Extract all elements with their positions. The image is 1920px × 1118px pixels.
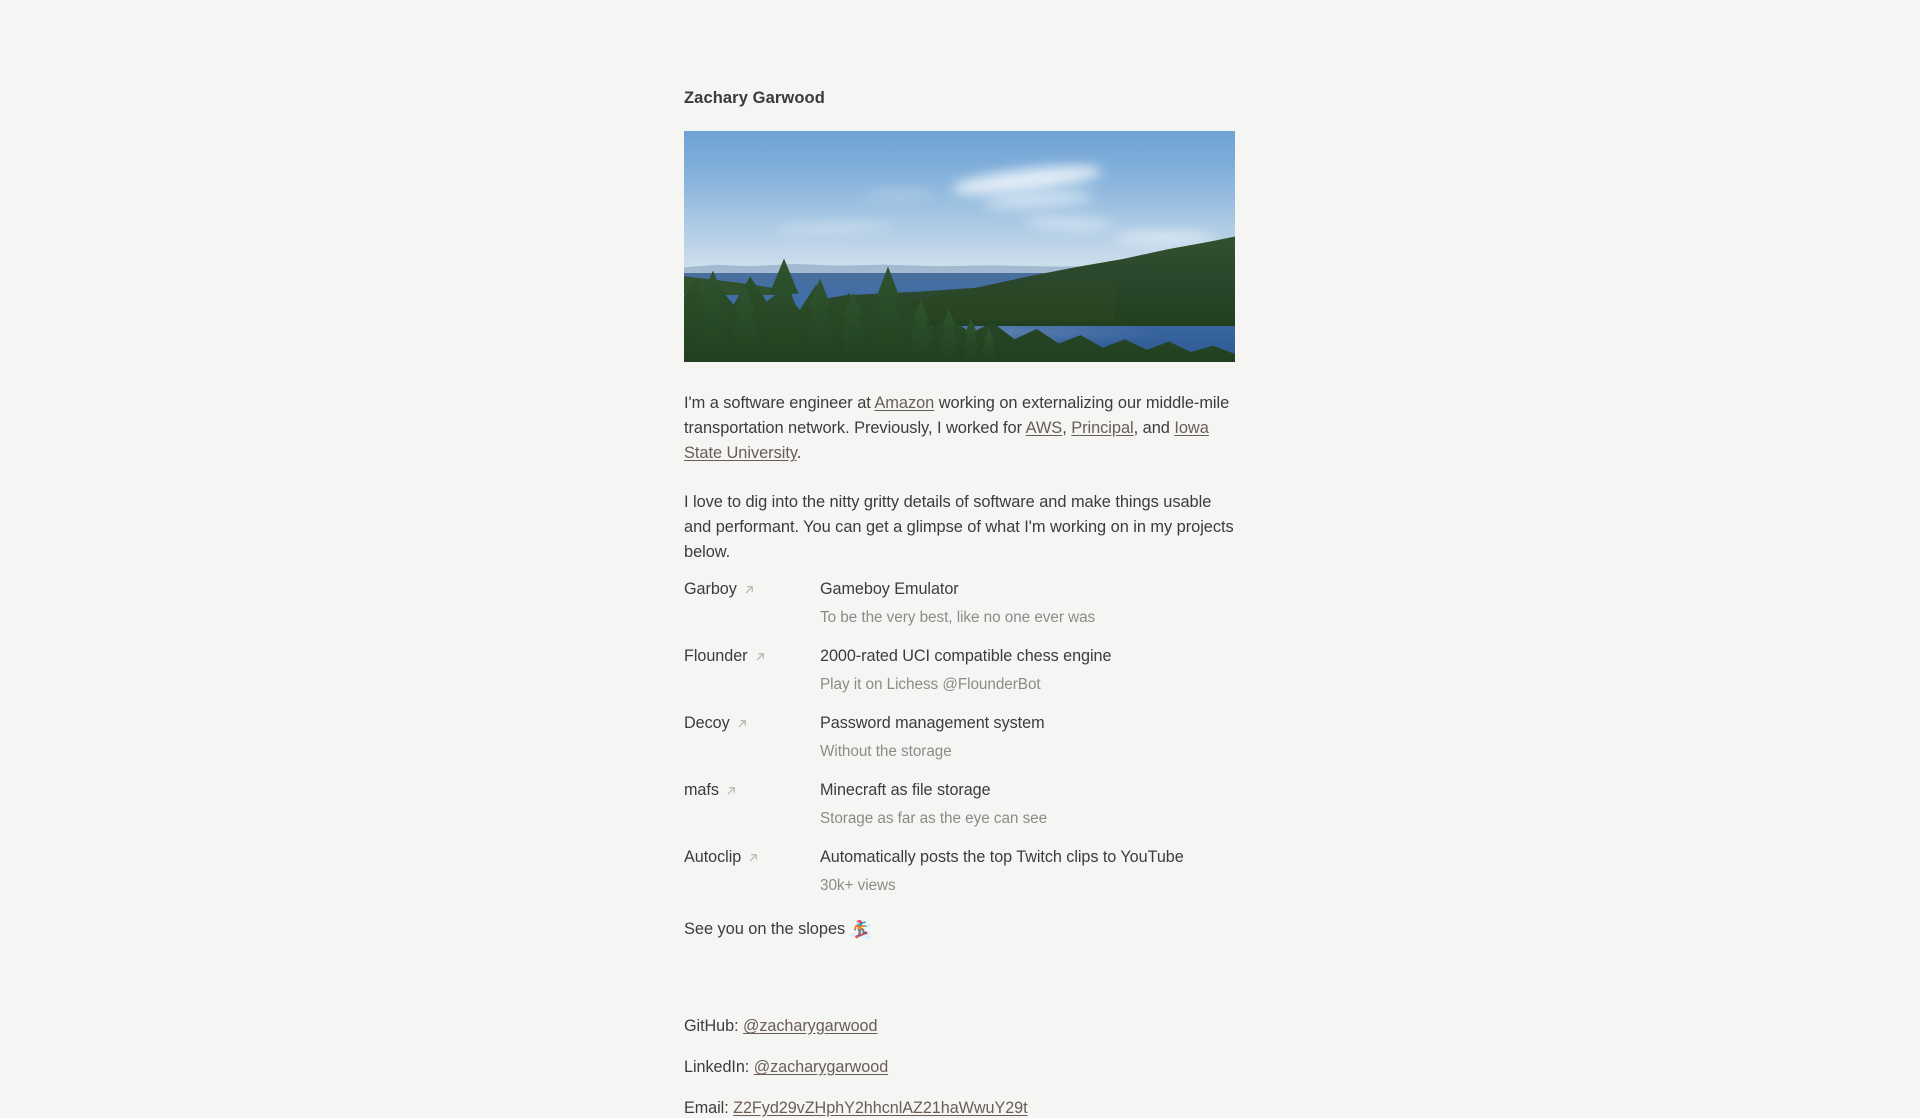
external-link-arrow-icon xyxy=(744,584,755,595)
bio-text: working on externalizing our middle-mile transportation network. Previously, I worked for xyxy=(684,394,1230,438)
project-link-garboy[interactable] xyxy=(684,579,820,599)
project-name: mafs xyxy=(684,780,719,799)
bio-paragraph-2: I love to dig into the nitty gritty details of software and make things usable and performant. You can get a glimpse of what I'm working on in my projects below. xyxy=(684,493,1234,562)
signoff-text: See you on the slopes xyxy=(684,919,846,938)
project-link-autoclip[interactable] xyxy=(684,847,820,867)
project-title: Gameboy Emulator xyxy=(820,580,959,599)
snowboarder-emoji: 🏂 xyxy=(850,919,872,939)
github-label: GitHub: xyxy=(684,1016,739,1035)
bio-paragraph-1 xyxy=(684,391,1236,466)
projects-list xyxy=(684,579,1236,896)
project-title: Password management system xyxy=(820,713,1045,732)
project-subtitle: Play it on Lichess @FlounderBot xyxy=(820,676,1041,694)
project-description xyxy=(820,847,1236,896)
linkedin-label: LinkedIn: xyxy=(684,1057,750,1076)
link-aws[interactable]: AWS xyxy=(1025,419,1063,438)
github-link[interactable]: @zacharygarwood xyxy=(742,1016,878,1035)
footer-linkedin-row xyxy=(684,1058,1236,1077)
project-title: Minecraft as file storage xyxy=(820,780,991,799)
external-link-arrow-icon xyxy=(737,718,748,729)
link-iowa-state-university[interactable]: Iowa State University xyxy=(684,419,1209,463)
footer xyxy=(684,1017,1236,1118)
link-principal[interactable]: Principal xyxy=(1071,419,1134,438)
link-amazon[interactable]: Amazon xyxy=(874,394,935,413)
project-name: Garboy xyxy=(684,580,737,599)
email-label: Email: xyxy=(684,1098,729,1117)
project-link-mafs[interactable] xyxy=(684,780,820,800)
bio-text: . xyxy=(796,444,802,463)
project-title: Automatically posts the top Twitch clips to YouTube xyxy=(820,847,1184,866)
project-description xyxy=(820,713,1236,762)
linkedin-link[interactable]: @zacharygarwood xyxy=(753,1057,889,1076)
project-title: 2000-rated UCI compatible chess engine xyxy=(820,647,1112,665)
bio-text: I'm a software engineer at xyxy=(684,394,875,413)
hero-photo xyxy=(684,131,1235,362)
project-name: Autoclip xyxy=(684,847,742,866)
project-name: Flounder xyxy=(684,647,748,665)
footer-github-row xyxy=(684,1017,1236,1036)
project-row xyxy=(684,579,1236,628)
footer-email-row xyxy=(684,1099,1236,1118)
project-link-flounder[interactable] xyxy=(684,646,820,666)
signoff xyxy=(684,920,1236,939)
project-subtitle: To be the very best, like no one ever was xyxy=(820,609,1096,627)
project-name: Decoy xyxy=(684,713,730,732)
bio-text: , and xyxy=(1133,419,1175,438)
project-subtitle: Storage as far as the eye can see xyxy=(820,809,1048,827)
external-link-arrow-icon xyxy=(755,651,766,662)
project-subtitle: Without the storage xyxy=(820,743,952,760)
bio-text: , xyxy=(1062,419,1072,438)
content-column xyxy=(684,88,1236,1118)
project-row xyxy=(684,847,1236,896)
project-description xyxy=(820,780,1236,829)
external-link-arrow-icon xyxy=(726,785,737,796)
project-subtitle: 30k+ views xyxy=(820,876,896,894)
project-link-decoy[interactable] xyxy=(684,713,820,733)
project-row xyxy=(684,646,1236,695)
project-row xyxy=(684,780,1236,829)
email-link[interactable]: Z2Fyd29vZHphY2hhcnlAZ21haWwuY29t xyxy=(733,1098,1028,1117)
project-description xyxy=(820,579,1236,628)
page-title: Zachary Garwood xyxy=(684,89,825,107)
external-link-arrow-icon xyxy=(748,852,759,863)
project-description xyxy=(820,646,1236,695)
project-row xyxy=(684,713,1236,762)
